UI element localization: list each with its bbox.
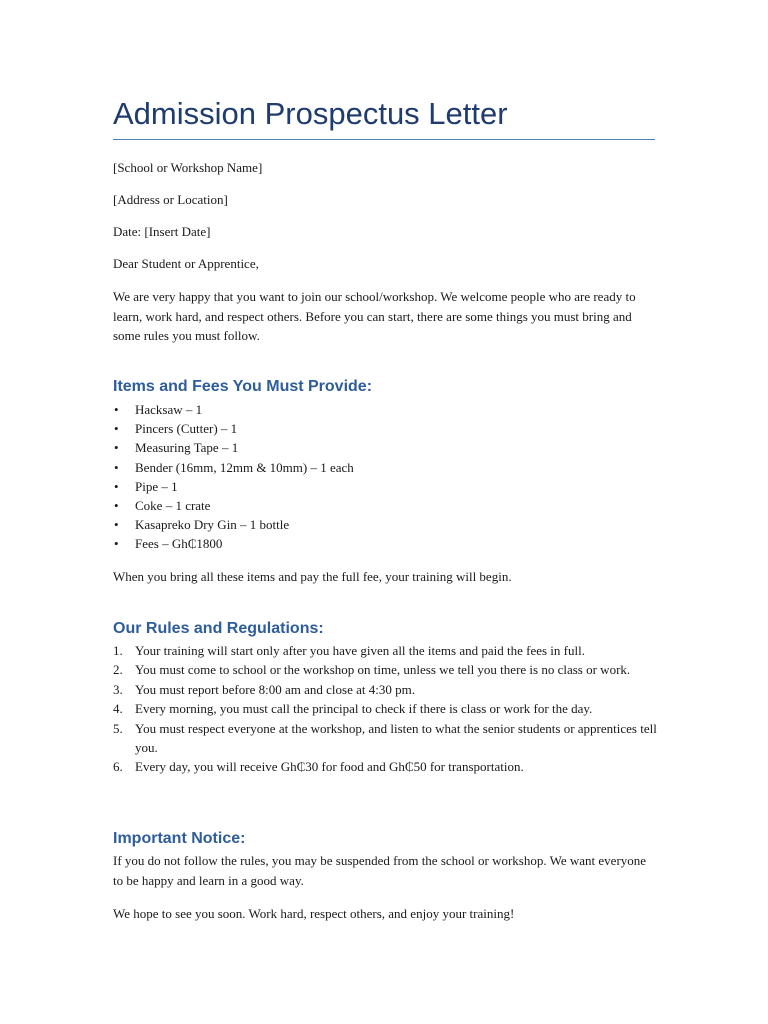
items-list bbox=[113, 400, 354, 554]
bullet-icon: • bbox=[114, 459, 119, 475]
list-item bbox=[113, 496, 354, 515]
items-note: When you bring all these items and pay the full fee, your training will begin. bbox=[113, 569, 512, 584]
item-text: Bender (16mm, 12mm & 10mm) – 1 each bbox=[135, 459, 354, 475]
document-title: Admission Prospectus Letter bbox=[113, 96, 508, 131]
rule-text: You must respect everyone at the workshop, and listen to what the senior students or apprentices tell you. bbox=[135, 720, 657, 756]
list-item bbox=[113, 400, 354, 419]
item-text: Kasapreko Dry Gin – 1 bottle bbox=[135, 517, 290, 533]
bullet-icon: • bbox=[114, 402, 119, 417]
list-item bbox=[113, 458, 354, 477]
rule-number: 6. bbox=[113, 759, 123, 775]
list-item bbox=[113, 419, 354, 438]
list-item bbox=[113, 534, 354, 553]
bullet-icon: • bbox=[114, 440, 119, 456]
list-item bbox=[113, 680, 658, 699]
rule-number: 5. bbox=[113, 720, 123, 736]
items-heading: Items and Fees You Must Provide: bbox=[113, 378, 373, 395]
rule-number: 1. bbox=[113, 643, 123, 658]
list-item bbox=[113, 719, 658, 758]
bullet-icon: • bbox=[114, 517, 119, 533]
salutation: Dear Student or Apprentice, bbox=[113, 256, 259, 271]
rule-text: Every day, you will receive Gh₵30 for food and Gh₵50 for transportation. bbox=[135, 759, 524, 775]
rule-number: 4. bbox=[113, 701, 123, 717]
rule-text: You must report before 8:00 am and close at 4:30 pm. bbox=[135, 681, 415, 697]
list-item bbox=[113, 438, 354, 457]
notice-paragraph: If you do not follow the rules, you may be suspended from the school or workshop. We want everyone to be happy and learn in a good way. bbox=[113, 853, 647, 888]
list-item bbox=[113, 641, 658, 660]
list-item bbox=[113, 699, 658, 718]
rules-heading: Our Rules and Regulations: bbox=[113, 620, 324, 637]
bullet-icon: • bbox=[114, 536, 119, 552]
rule-text: Your training will start only after you have given all the items and paid the fees in full. bbox=[135, 643, 585, 658]
bullet-icon: • bbox=[114, 478, 119, 494]
rules-list bbox=[113, 641, 658, 777]
list-item bbox=[113, 660, 658, 679]
rule-number: 2. bbox=[113, 662, 123, 678]
list-item bbox=[113, 515, 354, 534]
bullet-icon: • bbox=[114, 498, 119, 514]
item-text: Fees – Gh₵1800 bbox=[135, 536, 223, 552]
rule-text: You must come to school or the workshop on time, unless we tell you there is no class or work. bbox=[135, 662, 631, 678]
item-text: Pincers (Cutter) – 1 bbox=[135, 421, 238, 437]
school-name: [School or Workshop Name] bbox=[113, 160, 263, 175]
item-text: Hacksaw – 1 bbox=[135, 402, 203, 417]
closing-line: We hope to see you soon. Work hard, respect others, and enjoy your training! bbox=[113, 906, 515, 921]
intro-paragraph: We are very happy that you want to join our school/workshop. We welcome people who are ready to learn, work hard, and respect others. Before you can start, there are some things you must bring and some rules you must follow. bbox=[113, 289, 636, 343]
rule-text: Every morning, you must call the principal to check if there is class or work for the day. bbox=[135, 701, 593, 717]
item-text: Measuring Tape – 1 bbox=[135, 440, 239, 456]
item-text: Coke – 1 crate bbox=[135, 498, 211, 514]
list-item bbox=[113, 477, 354, 496]
notice-heading: Important Notice: bbox=[113, 830, 246, 847]
item-text: Pipe – 1 bbox=[135, 478, 178, 494]
list-item bbox=[113, 757, 658, 776]
address: [Address or Location] bbox=[113, 192, 228, 207]
rule-number: 3. bbox=[113, 681, 123, 697]
title-underline bbox=[113, 139, 655, 140]
bullet-icon: • bbox=[114, 421, 119, 437]
date-line: Date: [Insert Date] bbox=[113, 224, 211, 239]
